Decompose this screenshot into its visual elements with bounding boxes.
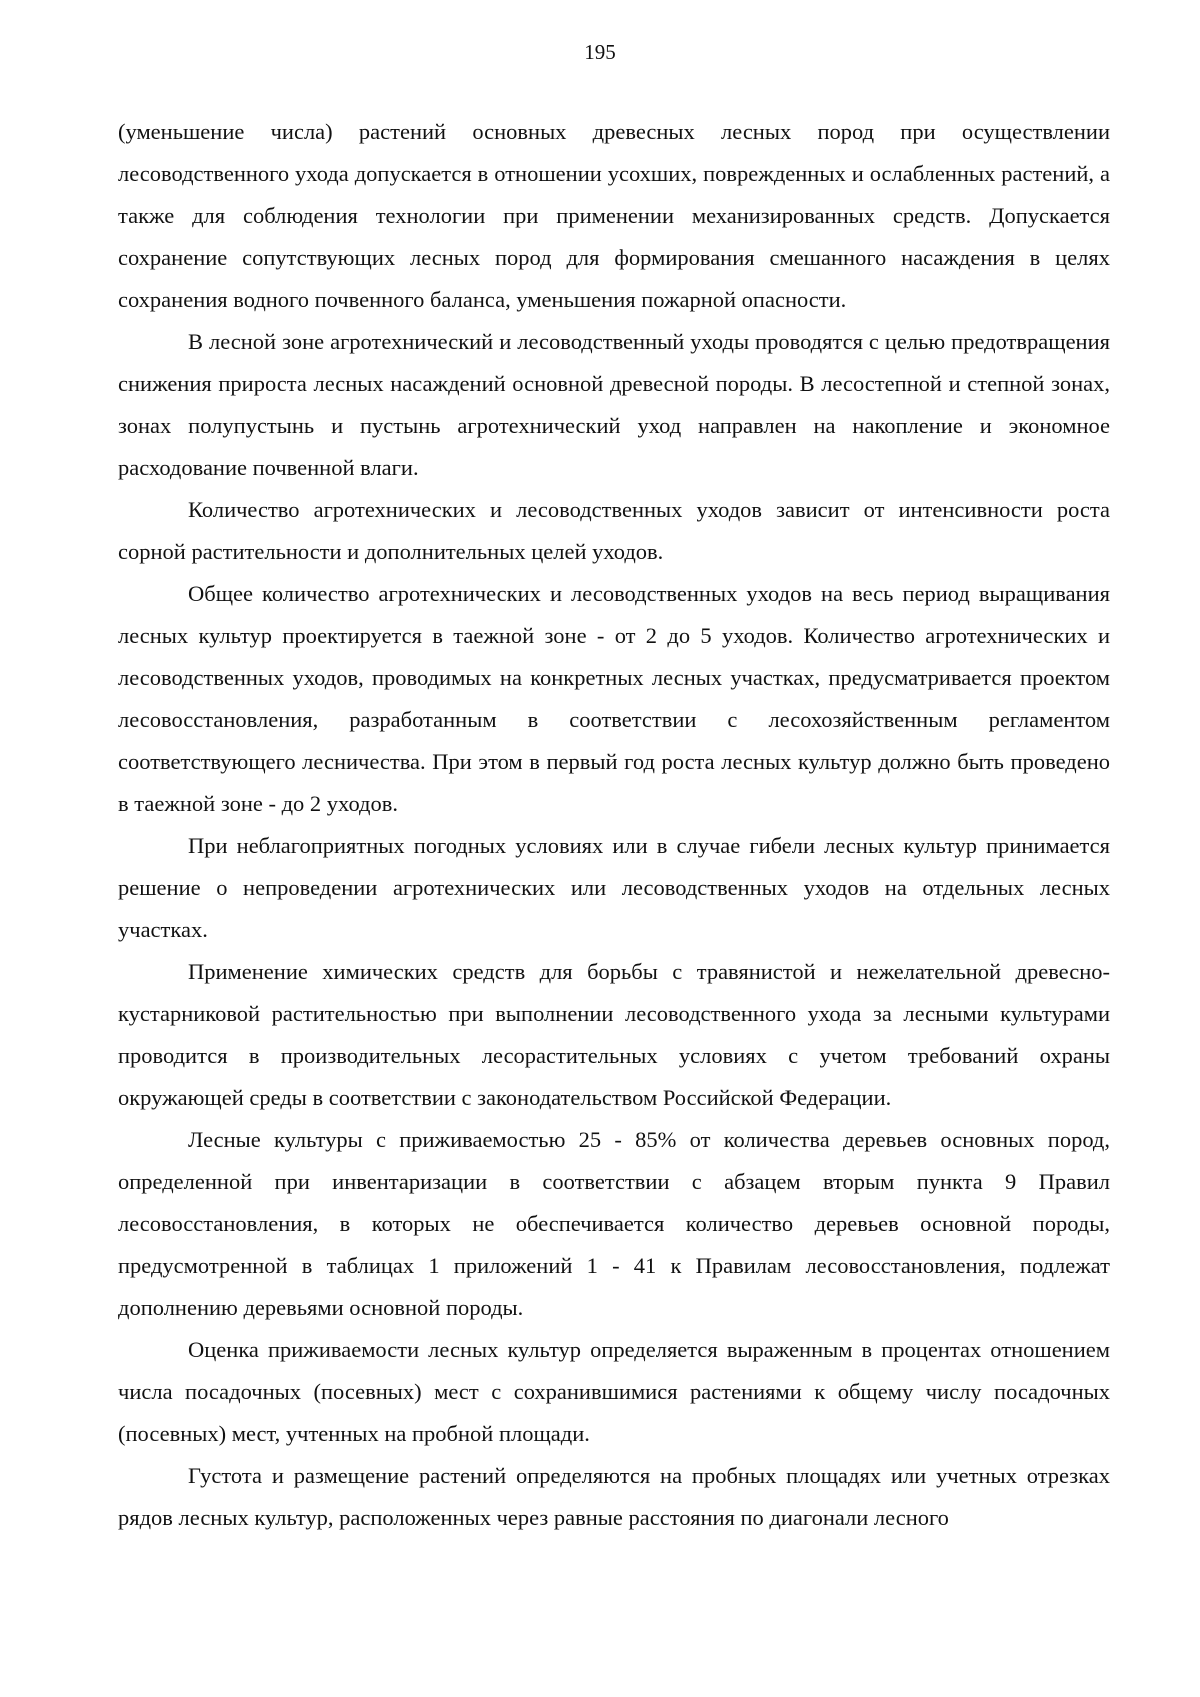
- paragraph-7: Лесные культуры с приживаемостью 25 - 85% от количества деревьев основных пород, определенной при инвентаризации в соответствии с абзацем вторым пункта 9 Правил лесовосстановления, в которых не обеспечивается количество деревьев основной породы, предусмотренной в таблицах 1 приложений 1 - 41 к Правилам лесовосстановления, подлежат дополнению деревьями основной породы.: [118, 1127, 1110, 1320]
- paragraph-6: Применение химических средств для борьбы с травянистой и нежелательной древесно-кустарниковой растительностью при выполнении лесоводственного ухода за лесными культурами проводится в производительных лесорастительных условиях с учетом требований охраны окружающей среды в соответствии с законодательством Российской Федерации.: [118, 959, 1110, 1110]
- body-text: [118, 111, 1110, 1539]
- paragraph-2: В лесной зоне агротехнический и лесоводственный уходы проводятся с целью предотвращения снижения прироста лесных насаждений основной древесной породы. В лесостепной и степной зонах, зонах полупустынь и пустынь агротехнический уход направлен на накопление и экономное расходование почвенной влаги.: [118, 329, 1110, 480]
- paragraph-8: Оценка приживаемости лесных культур определяется выраженным в процентах отношением числа посадочных (посевных) мест с сохранившимися растениями к общему числу посадочных (посевных) мест, учтенных на пробной площади.: [118, 1337, 1110, 1446]
- page-number: 195: [584, 40, 616, 64]
- paragraph-4: Общее количество агротехнических и лесоводственных уходов на весь период выращивания лесных культур проектируется в таежной зоне - от 2 до 5 уходов. Количество агротехнических и лесоводственных уходов, проводимых на конкретных лесных участках, предусматривается проектом лесовосстановления, разработанным в соответствии с лесохозяйственным регламентом соответствующего лесничества. При этом в первый год роста лесных культур должно быть проведено в таежной зоне - до 2 уходов.: [118, 581, 1110, 816]
- paragraph-5: При неблагоприятных погодных условиях или в случае гибели лесных культур принимается решение о непроведении агротехнических или лесоводственных уходов на отдельных лесных участках.: [118, 833, 1110, 942]
- paragraph-9: Густота и размещение растений определяются на пробных площадях или учетных отрезках рядов лесных культур, расположенных через равные расстояния по диагонали лесного: [118, 1463, 1110, 1530]
- paragraph-3: Количество агротехнических и лесоводственных уходов зависит от интенсивности роста сорной растительности и дополнительных целей уходов.: [118, 497, 1110, 564]
- paragraph-1: (уменьшение числа) растений основных древесных лесных пород при осуществлении лесоводственного ухода допускается в отношении усохших, поврежденных и ослабленных растений, а также для соблюдения технологии при применении механизированных средств. Допускается сохранение сопутствующих лесных пород для формирования смешанного насаждения в целях сохранения водного почвенного баланса, уменьшения пожарной опасности.: [118, 119, 1110, 312]
